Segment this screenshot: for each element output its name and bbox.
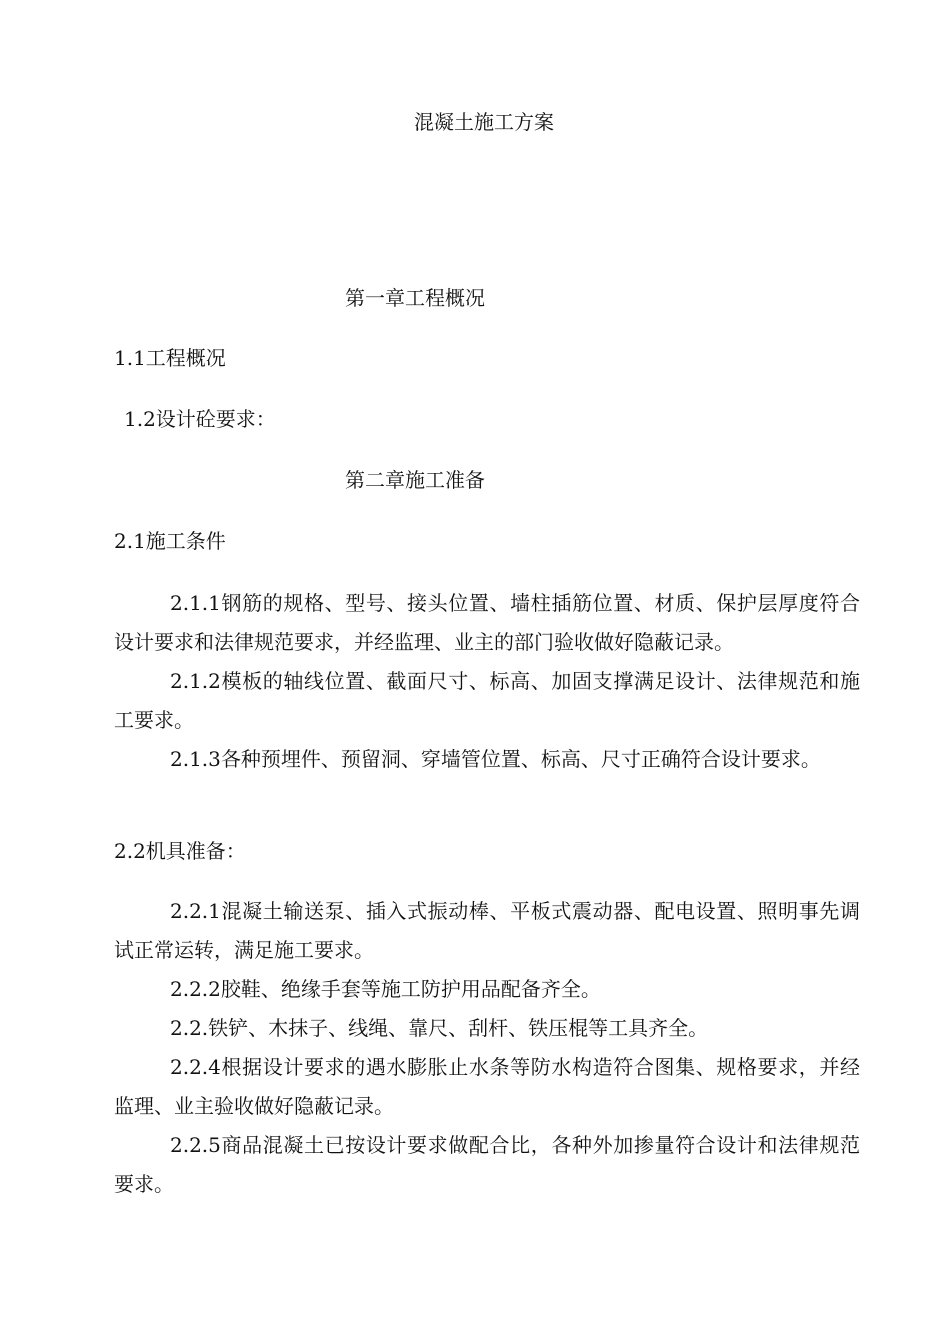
chapter-2-heading: 第二章施工准备	[345, 468, 485, 492]
paragraph-2-1-1: 2.1.1钢筋的规格、型号、接头位置、墙柱插筋位置、材质、保护层厚度符合设计要求和法律规范要求，并经监理、业主的部门验收做好隐蔽记录。	[114, 591, 860, 654]
paragraph-2-2-3: 2.2.铁铲、木抹子、线绳、靠尺、刮杆、铁压棍等工具齐全。	[170, 1016, 709, 1040]
section-2-2-heading: 2.2机具准备：	[114, 839, 246, 863]
section-2-1-heading: 2.1施工条件	[114, 529, 226, 553]
section-1-2-heading: 1.2设计砼要求：	[124, 407, 276, 431]
section-1-1-heading: 1.1工程概况	[114, 346, 226, 370]
paragraph-2-2-4: 2.2.4根据设计要求的遇水膨胀止水条等防水构造符合图集、规格要求，并经监理、业主验收做好隐蔽记录。	[114, 1055, 860, 1118]
document-title: 混凝土施工方案	[414, 110, 554, 134]
paragraph-2-2-2: 2.2.2胶鞋、绝缘手套等施工防护用品配备齐全。	[170, 977, 601, 1001]
paragraph-2-1-3: 2.1.3各种预埋件、预留洞、穿墙管位置、标高、尺寸正确符合设计要求。	[170, 747, 821, 771]
paragraph-2-2-5: 2.2.5商品混凝土已按设计要求做配合比，各种外加掺量符合设计和法律规范要求。	[114, 1133, 860, 1196]
paragraph-2-1-2: 2.1.2模板的轴线位置、截面尺寸、标高、加固支撑满足设计、法律规范和施工要求。	[114, 669, 860, 732]
paragraph-2-2-1: 2.2.1混凝土输送泵、插入式振动棒、平板式震动器、配电设置、照明事先调试正常运转，满足施工要求。	[114, 899, 860, 962]
chapter-1-heading: 第一章工程概况	[345, 286, 485, 310]
